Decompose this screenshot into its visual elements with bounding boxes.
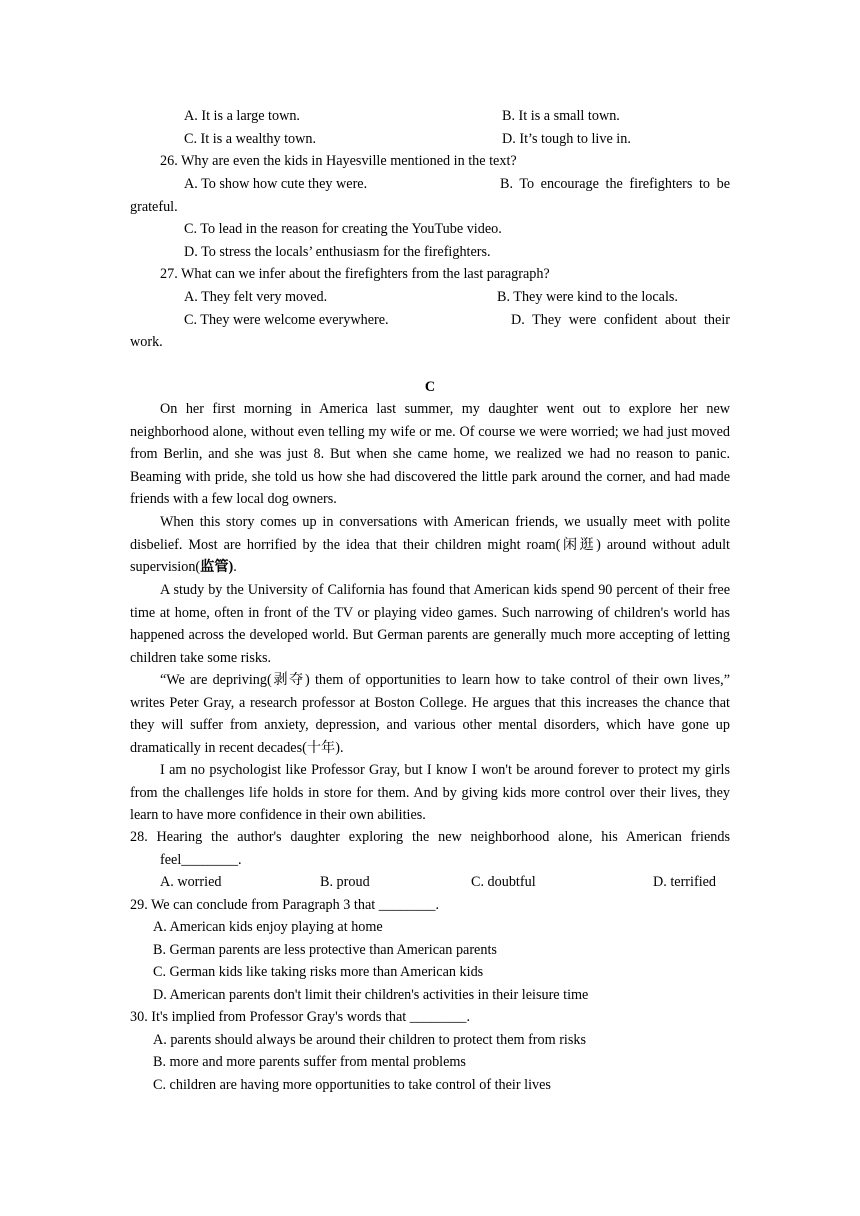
q25-option-a: A. It is a large town. [184, 108, 300, 124]
q27-stem: 27. What can we infer about the firefighters from the last paragraph? [160, 266, 550, 282]
q29-stem: 29. We can conclude from Paragraph 3 that ________. [130, 897, 440, 913]
section-c-title: C [424, 379, 436, 395]
passage-paragraph-2-text: When this story comes up in conversations with American friends, we usually meet with polite disbelief. Most are horrified by the idea that their children might roam(闲逛) around without adult supervision( [130, 514, 730, 575]
passage-paragraph-2-end: . [233, 559, 237, 575]
passage-paragraph-3: A study by the University of California has found that American kids spend 90 percent of their free time at home, often in front of the TV or playing video games. Such narrowing of children's world has happened across the developed world. But German parents are generally much more accepting of letting children take some risks. [130, 582, 730, 666]
q26-option-d: D. To stress the locals’ enthusiasm for the firefighters. [184, 244, 491, 260]
q30-option-b: B. more and more parents suffer from mental problems [153, 1054, 466, 1070]
q27-option-b: B. They were kind to the locals. [497, 289, 678, 305]
q27-option-c: C. They were welcome everywhere. [184, 312, 389, 328]
q26-stem: 26. Why are even the kids in Hayesville mentioned in the text? [160, 153, 517, 169]
q25-option-d: D. It’s tough to live in. [502, 131, 631, 147]
q28-option-a: A. worried [160, 874, 222, 890]
passage-paragraph-5: I am no psychologist like Professor Gray, but I know I won't be around forever to protect my girls from the challenges life holds in store for them. And by giving kids more control over their lives, they learn to have more confidence in their own abilities. [130, 762, 730, 823]
q26-option-c: C. To lead in the reason for creating the YouTube video. [184, 221, 502, 237]
q25-option-b: B. It is a small town. [502, 108, 620, 124]
q29-option-d: D. American parents don't limit their children's activities in their leisure time [153, 987, 589, 1003]
q25-option-c: C. It is a wealthy town. [184, 131, 317, 147]
passage-paragraph-4: “We are depriving(剥夺) them of opportunities to learn how to take control of their own lives,” writes Peter Gray, a research professor at Boston College. He argues that this increases the chance that they will suffer from anxiety, depression, and various other mental disorders, which have gone up dramatically in recent decades(十年). [130, 672, 730, 756]
q26-option-b-line1: B. To encourage the firefighters to be [500, 176, 730, 192]
q28-option-d: D. terrified [653, 874, 717, 890]
q29-option-a: A. American kids enjoy playing at home [153, 919, 383, 935]
q28-stem-line2: feel________. [160, 852, 242, 868]
q28-stem-line1: 28. Hearing the author's daughter exploring the new neighborhood alone, his American friends [130, 829, 730, 845]
q27-option-d-line2: work. [130, 334, 163, 350]
passage-paragraph-2-bold: 监管) [200, 559, 234, 575]
q30-option-c: C. children are having more opportunities to take control of their lives [153, 1077, 551, 1093]
q26-option-b-line2: grateful. [130, 199, 178, 215]
q27-option-d-line1: D. They were confident about their [511, 312, 730, 328]
passage-paragraph-1: On her first morning in America last summer, my daughter went out to explore her new neighborhood alone, without even telling my wife or me. Of course we were worried; we had just moved from Berlin, and she was just 8. But when she came home, we realized we had no reason to panic. Beaming with pride, she told us how she had discovered the little park around the corner, and had made friends with a few local dog owners. [130, 401, 730, 507]
q29-option-c: C. German kids like taking risks more than American kids [153, 964, 484, 980]
passage-paragraph-2 [130, 511, 730, 579]
q28-option-c: C. doubtful [471, 874, 536, 890]
q26-option-a: A. To show how cute they were. [184, 176, 368, 192]
q30-option-a: A. parents should always be around their children to protect them from risks [153, 1032, 587, 1048]
q30-stem: 30. It's implied from Professor Gray's words that ________. [130, 1009, 471, 1025]
q27-option-a: A. They felt very moved. [184, 289, 328, 305]
q28-option-b: B. proud [320, 874, 370, 890]
q29-option-b: B. German parents are less protective than American parents [153, 942, 497, 958]
